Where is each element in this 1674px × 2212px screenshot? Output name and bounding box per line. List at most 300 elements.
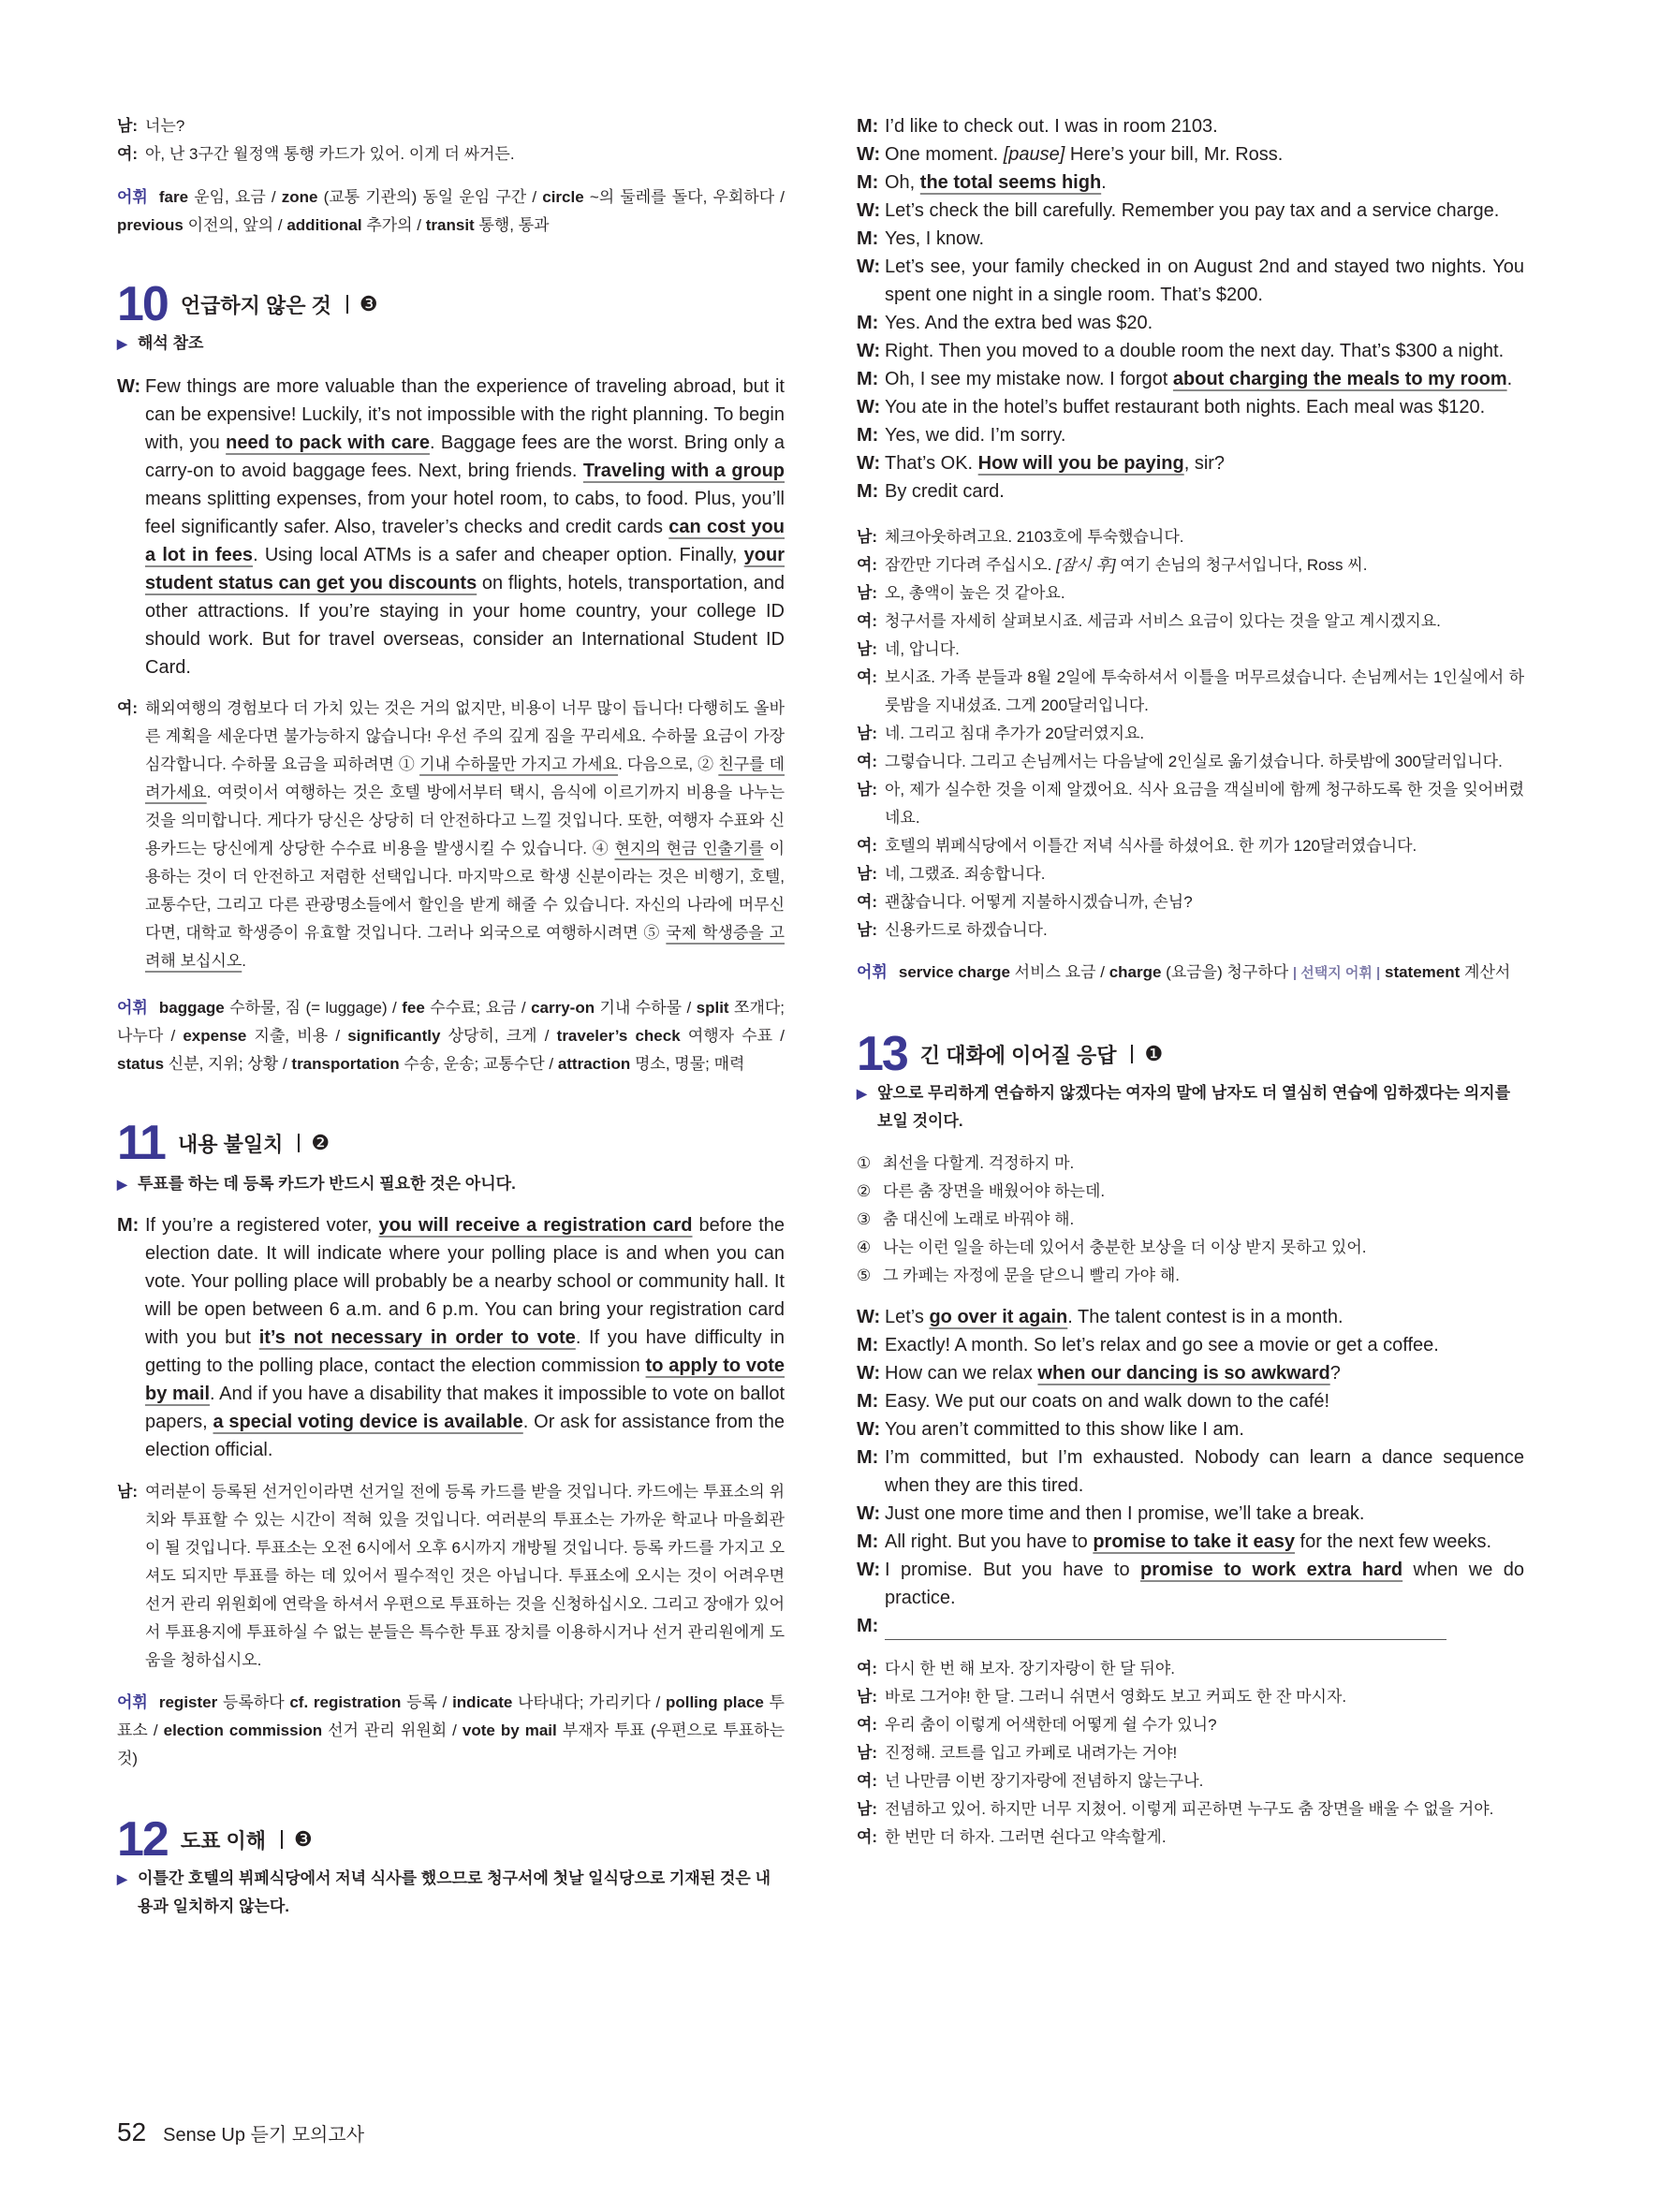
dialogue-line [857, 551, 1524, 579]
speaker-label: M: [117, 1215, 140, 1236]
dialogue-line [857, 337, 1524, 365]
text-run: You aren’t committed to this show like I am. [885, 1419, 1244, 1440]
left-column [117, 112, 785, 1921]
text-run: [잠시 후] [1056, 556, 1116, 574]
triangle-bullet-icon [117, 1865, 138, 1921]
speaker-label: ② [857, 1182, 872, 1200]
line-text [145, 112, 785, 140]
text-run: Here’s your bill, Mr. Ross. [1065, 144, 1284, 165]
dialogue-line [117, 1478, 785, 1675]
divider [346, 295, 348, 314]
speaker-label: ① [857, 1154, 872, 1172]
dialogue-line [117, 373, 785, 681]
text-run: 신분, 지위; 상황 / [164, 1055, 292, 1073]
text-run: indicate [452, 1693, 513, 1711]
speaker-label: W: [857, 1307, 881, 1327]
line-text [885, 1711, 1524, 1739]
text-run: 등록하다 [217, 1693, 290, 1711]
text-run: (교통 기관의) 동일 운임 구간 / [317, 188, 543, 206]
dialogue-line [857, 477, 1524, 505]
text-run: Oh, I see my mistake now. I forgot [885, 369, 1173, 389]
line-text [885, 664, 1524, 720]
dialogue-line [857, 1415, 1524, 1443]
answer-explanation [117, 1170, 785, 1198]
text-run: attraction [557, 1055, 631, 1073]
text-run: can cost you a lot in fees [145, 517, 785, 565]
line-text [885, 253, 1524, 309]
vocab-label: 어휘 [857, 963, 888, 981]
dialogue-line [857, 1824, 1524, 1852]
text-run: 전념하고 있어. 하지만 너무 지쳤어. 이렇게 피곤하면 누구도 춤 장면을 배울 수 없을 거야. [885, 1800, 1494, 1818]
text-run: 보시죠. 가족 분들과 8월 2일에 투숙하셔서 이틀을 머무르셨습니다. 손님께서는 1인실에서 하룻밤을 지내셨죠. 그게 200달러입니다. [885, 668, 1524, 714]
speaker-label: W: [857, 1363, 881, 1384]
dialogue-line [857, 1178, 1524, 1206]
speaker-label: W: [857, 256, 881, 277]
text-run: Let’s see, your family checked in on August 2nd and stayed two nights. You spent one night in a single room. That’s $200. [885, 256, 1524, 305]
dialogue-line [857, 860, 1524, 888]
line-text [885, 1528, 1524, 1556]
line-text [885, 168, 1524, 197]
text-run: 다른 춤 장면을 배웠어야 하는데. [883, 1182, 1106, 1200]
speaker-label: W: [857, 1419, 881, 1440]
dialogue-line [857, 449, 1524, 477]
text-run: Just one more time and then I promise, we’ll take a break. [885, 1503, 1365, 1524]
dialogue-line [857, 1359, 1524, 1387]
text-run: need to pack with care [226, 432, 430, 453]
dialogue-line [857, 720, 1524, 748]
speaker-label: W: [857, 397, 881, 417]
line-text [885, 112, 1524, 140]
text-run: 해석 참조 [138, 334, 204, 352]
text-run: fee [402, 999, 425, 1017]
line-text [885, 888, 1524, 916]
line-text [885, 1387, 1524, 1415]
line-text [885, 916, 1524, 945]
text-run: 이용하는 것이 더 안전하고 저렴한 선택입니다. 마지막으로 학생 신분이라는 것은 비행기, 호텔, 교통수단, 그리고 다른 관광명소들에서 할인을 받게 해줄 수 있습니다. 자신의 나라에 머무신다면, 대학교 학생증이 유효할 것입니다. 그러나 외국으로 여행하시려면 ⑤ [145, 840, 786, 942]
dialogue-line [857, 664, 1524, 720]
speaker-label: W: [857, 1503, 881, 1524]
speaker-label: 남: [857, 921, 878, 939]
vocab-label: 어휘 [117, 1693, 148, 1711]
line-text [883, 1150, 1524, 1178]
text-run: 해외여행의 경험보다 더 가치 있는 것은 거의 없지만, 비용이 너무 많이 듭니다! 다행히도 올바른 계획을 세운다면 불가능하지 않습니다! 우선 주의 깊게 짐을 꾸리세요. 수하물 요금이 가장 심각합니다. 수하물 요금을 피하려면 ① [145, 699, 785, 773]
right-column [857, 112, 1524, 1852]
vocab-label: 어휘 [117, 999, 148, 1017]
explanation-text [138, 1865, 785, 1921]
text-run: significantly [347, 1027, 441, 1045]
dialogue-line [857, 1262, 1524, 1290]
dialogue-line [857, 309, 1524, 337]
text-run: circle [542, 188, 584, 206]
text-run: . Using local ATMs is a safer and cheaper option. Finally, [253, 545, 744, 565]
text-run: I’d like to check out. I was in room 2103. [885, 116, 1218, 137]
text-run: polling place [665, 1693, 764, 1711]
speaker-label: 남: [857, 640, 878, 658]
dialogue-line [857, 1739, 1524, 1767]
text-run: 기내 수하물만 가지고 가세요 [419, 755, 619, 773]
line-text [885, 1331, 1524, 1359]
line-text [885, 832, 1524, 860]
speaker-label: 남: [857, 1744, 878, 1762]
text-run: 명소, 명물; 매력 [630, 1055, 745, 1073]
section-13-header [857, 1027, 1524, 1081]
text-run: vote by mail [462, 1721, 557, 1739]
text-run: 너는? [145, 117, 185, 135]
explanation-text [138, 330, 785, 358]
line-text [885, 1415, 1524, 1443]
text-run: Oh, [885, 172, 920, 193]
text-run: 여기 손님의 청구서입니다, Ross 씨. [1115, 556, 1368, 574]
line-text [885, 1359, 1524, 1387]
text-run: 네, 그랬죠. 죄송합니다. [885, 865, 1046, 883]
text-run: baggage [158, 999, 225, 1017]
text-run: 운임, 요금 / [188, 188, 282, 206]
vocabulary-list [117, 183, 785, 240]
divider [281, 1830, 283, 1849]
dialogue-line [857, 1767, 1524, 1795]
text-run: | 선택지 어휘 | [1292, 965, 1381, 981]
text-run: 투표소 / [117, 1693, 785, 1739]
text-run: 수송, 운송; 교통수단 / [399, 1055, 558, 1073]
dialogue-line [857, 916, 1524, 945]
text-run: to apply to vote by mail [145, 1355, 785, 1404]
text-run: 바로 그거야! 한 달. 그러니 쉬면서 영화도 보고 커피도 한 잔 마시자. [885, 1688, 1347, 1706]
dialogue-line [857, 253, 1524, 309]
section-10-header [117, 277, 785, 331]
text-run: One moment. [885, 144, 1004, 165]
speaker-label: 여: [857, 612, 878, 630]
text-run: . Or ask for assistance from the election official. [145, 1412, 786, 1460]
text-run: Let’s check the bill carefully. Remember you pay tax and a service charge. [885, 200, 1500, 221]
dialogue-line [857, 1303, 1524, 1331]
dialogue-line [857, 1556, 1524, 1612]
text-run: 선거 관리 위원회 / [322, 1721, 463, 1739]
speaker-label: 남: [857, 1688, 878, 1706]
line-text [883, 1206, 1524, 1234]
line-text [885, 393, 1524, 421]
text-run: . [1101, 172, 1107, 193]
speaker-label: 여: [857, 1772, 878, 1790]
text-run: it’s not necessary in order to vote [258, 1327, 576, 1348]
line-text [885, 1739, 1524, 1767]
line-text [885, 225, 1524, 253]
speaker-label: W: [857, 1560, 881, 1580]
dialogue-line [857, 421, 1524, 449]
dialogue-line [857, 1612, 1524, 1640]
speaker-label: 여: [857, 668, 878, 686]
dialogue-line [857, 1150, 1524, 1178]
dialogue-line [857, 393, 1524, 421]
line-text [885, 1824, 1524, 1852]
page-footer [117, 2117, 364, 2147]
text-run: 괜찮습니다. 어떻게 지불하시겠습니까, 손님? [885, 893, 1193, 911]
dialogue-line [857, 1206, 1524, 1234]
text-run: I promise. But you have to [885, 1560, 1140, 1580]
text-run: 청구서를 자세히 살펴보시죠. 세금과 서비스 요금이 있다는 것을 알고 계시겠지요. [885, 612, 1441, 630]
dialogue-line [857, 168, 1524, 197]
vocabulary-list [857, 959, 1524, 988]
speaker-label: M: [857, 1531, 879, 1552]
dialogue-line [857, 1331, 1524, 1359]
line-text [885, 720, 1524, 748]
speaker-label: M: [857, 1391, 879, 1412]
text-run: 나타내다; 가리키다 / [512, 1693, 666, 1711]
speaker-label: 남: [117, 117, 139, 135]
explanation-text [877, 1079, 1524, 1135]
dialogue-line [857, 1500, 1524, 1528]
dialogue-line [857, 832, 1524, 860]
text-run: about charging the meals to my room [1172, 369, 1507, 389]
text-run: when our dancing is so awkward [1037, 1363, 1330, 1384]
text-run: 아, 난 3구간 월정액 통행 카드가 있어. 이게 더 싸거든. [145, 145, 515, 163]
text-run: . If you have difficulty in getting to the polling place, contact the election commission [145, 1327, 785, 1376]
line-text [145, 140, 785, 168]
dialogue-line [857, 112, 1524, 140]
dialogue-line [857, 365, 1524, 393]
dialogue-line [857, 748, 1524, 776]
dialogue-line [857, 225, 1524, 253]
section-title: 언급하지 않은 것 [180, 293, 331, 317]
text-run: expense [183, 1027, 247, 1045]
speaker-label: M: [857, 172, 879, 193]
text-run: ? [1329, 1363, 1341, 1384]
text-run: 기내 수하물 / [595, 999, 697, 1017]
line-text [885, 197, 1524, 225]
text-run: your student status can get you discounts [145, 545, 785, 593]
speaker-label: ⑤ [857, 1267, 872, 1284]
listening-script [857, 112, 1524, 505]
line-text [885, 337, 1524, 365]
line-text [885, 1612, 1524, 1640]
speaker-label: W: [857, 341, 881, 361]
answer-badge: ❶ [1144, 1042, 1164, 1065]
speaker-label: M: [857, 116, 879, 137]
dialogue-line [857, 888, 1524, 916]
section-title: 긴 대화에 이어질 응답 [919, 1043, 1117, 1067]
dialogue-line [857, 1234, 1524, 1262]
text-run: 한 번만 더 하자. 그러면 쉰다고 약속할게. [885, 1828, 1167, 1846]
dialogue-line [857, 140, 1524, 168]
section-number: 10 [117, 277, 168, 331]
speaker-label: W: [857, 200, 881, 221]
page-number: 52 [117, 2117, 147, 2146]
text-run: 계산서 [1460, 963, 1511, 981]
speaker-label: 여: [117, 145, 139, 163]
listening-script [117, 373, 785, 681]
line-text [145, 695, 785, 975]
line-text [145, 1478, 785, 1675]
text-run: Yes, we did. I’m sorry. [885, 425, 1066, 446]
dialogue-line [857, 1528, 1524, 1556]
text-run: All right. But you have to [885, 1531, 1094, 1552]
line-text [883, 1234, 1524, 1262]
text-run: . [1506, 369, 1513, 389]
text-run: status [117, 1055, 165, 1073]
line-text [885, 776, 1524, 832]
text-run: 이틀간 호텔의 뷔페식당에서 저녁 식사를 했으므로 청구서에 첫날 일식당으로 기재된 것은 내용과 일치하지 않는다. [138, 1869, 771, 1915]
answer-badge: ❸ [359, 292, 378, 315]
vocab-label: 어휘 [117, 188, 148, 206]
text-run: 최선을 다할게. 걱정하지 마. [883, 1154, 1075, 1172]
text-run: promise to work extra hard [1140, 1560, 1403, 1580]
triangle-bullet-icon [117, 330, 138, 358]
text-run: 춤 대신에 노래로 바꿔야 해. [883, 1210, 1075, 1228]
speaker-label: M: [857, 481, 879, 502]
text-run: . 다음으로, ② [618, 755, 719, 773]
speaker-label: 여: [857, 1660, 878, 1677]
text-run: 아, 제가 실수한 것을 이제 알겠어요. 식사 요금을 객실비에 함께 청구하도록 한 것을 잊어버렸네요. [885, 781, 1524, 827]
listening-script [117, 1211, 785, 1464]
text-run: 상당히, 크게 / [440, 1027, 557, 1045]
divider [1131, 1045, 1133, 1063]
speaker-label: M: [857, 425, 879, 446]
text-run: . The talent contest is in a month. [1067, 1307, 1344, 1327]
text-run: 호텔의 뷔페식당에서 이틀간 저녁 식사를 하셨어요. 한 끼가 120달러였습니다. [885, 837, 1417, 855]
text-run: Traveling with a group [582, 461, 785, 481]
section-number: 12 [117, 1812, 168, 1867]
text-run: traveler’s check [556, 1027, 681, 1045]
line-text [145, 1211, 785, 1464]
listening-script [857, 1303, 1524, 1640]
line-text [885, 1500, 1524, 1528]
text-run: 진정해. 코트를 입고 카페로 내려가는 거야! [885, 1744, 1178, 1762]
speaker-label: M: [857, 369, 879, 389]
text-run: How can we relax [885, 1363, 1038, 1384]
line-text [885, 1795, 1524, 1824]
text-run: 우리 춤이 이렇게 어색한데 어떻게 쉴 수가 있니? [885, 1716, 1217, 1734]
section-number: 11 [117, 1116, 165, 1170]
text-run: . Baggage fees are the worst. Bring only a carry-on to avoid baggage fees. Next, bring friends. [145, 432, 785, 481]
line-text [885, 608, 1524, 636]
text-run: 통행, 통과 [474, 216, 550, 234]
speaker-label: 여: [117, 699, 139, 717]
text-run: 다시 한 번 해 보자. 장기자랑이 한 달 뒤야. [885, 1660, 1175, 1677]
dialogue-line [857, 579, 1524, 608]
text-run: 이전의, 앞의 / [183, 216, 287, 234]
dialogue-line [857, 1683, 1524, 1711]
line-text [885, 1556, 1524, 1612]
dialogue-line [857, 608, 1524, 636]
text-run: (요금을) 청구하다 [1161, 963, 1293, 981]
text-run: previous [117, 216, 184, 234]
text-run: carry-on [531, 999, 595, 1017]
text-run: Exactly! A month. So let’s relax and go see a movie or get a coffee. [885, 1335, 1439, 1355]
text-run: promise to take it easy [1093, 1531, 1295, 1552]
line-text [145, 373, 785, 681]
line-text [885, 1303, 1524, 1331]
triangle-bullet-icon [857, 1079, 877, 1135]
text-run: cf. [289, 1693, 309, 1711]
text-run: You ate in the hotel’s buffet restaurant both nights. Each meal was $120. [885, 397, 1486, 417]
speaker-label: 남: [117, 1483, 139, 1501]
text-run: I’m committed, but I’m exhausted. Nobody can learn a dance sequence when they are this tired. [885, 1447, 1524, 1496]
text-run: [pause] [1003, 144, 1065, 165]
text-run: election commission [163, 1721, 323, 1739]
section-11-header [117, 1116, 785, 1170]
text-run: registration [313, 1693, 402, 1711]
text-run: 등록 / [401, 1693, 453, 1711]
text-run: zone [281, 188, 318, 206]
text-run: charge [1109, 963, 1162, 981]
dialogue-line [857, 1655, 1524, 1683]
dialogue-line [117, 695, 785, 975]
text-run: If you’re a registered voter, [145, 1215, 379, 1236]
text-run: . 여럿이서 여행하는 것은 호텔 방에서부터 택시, 음식에 이르기까지 비용을 나누는 것을 의미합니다. 게다가 당신은 상당히 더 안전하다고 느낄 것입니다. 또한, 여행자 수표와 신용카드는 당신에게 상당한 수수료 비용을 발생시킬 수 있습니다. ④ [145, 784, 785, 857]
dialogue-line [857, 1443, 1524, 1500]
answer-explanation [857, 1079, 1524, 1135]
line-text [883, 1178, 1524, 1206]
text-run: 나는 이런 일을 하는데 있어서 충분한 보상을 더 이상 받지 못하고 있어. [883, 1238, 1367, 1256]
speaker-label: 남: [857, 725, 878, 742]
speaker-label: ③ [857, 1210, 872, 1228]
text-run: 네, 압니다. [885, 640, 960, 658]
line-text [885, 748, 1524, 776]
line-text [885, 449, 1524, 477]
section-number: 13 [857, 1027, 907, 1081]
text-run: before the election date. It will indicate where your polling place is and when you can vote. Your polling place will probably be a nearby school or community hall. It will be open between 6 a.m. and 6 p.m. You can bring your registration card with you but [145, 1215, 786, 1348]
text-run: 지출, 비용 / [246, 1027, 348, 1045]
dialogue-line [857, 1387, 1524, 1415]
text-run: go over it again [929, 1307, 1068, 1327]
text-run: 부재자 투표 (우편으로 투표하는 것) [117, 1721, 785, 1767]
script-translation [117, 1478, 785, 1675]
text-run: 오, 총액이 높은 것 같아요. [885, 584, 1065, 602]
section-title: 도표 이해 [180, 1828, 266, 1853]
speaker-label: 남: [857, 865, 878, 883]
text-run: transportation [291, 1055, 400, 1073]
text-run: service charge [898, 963, 1010, 981]
text-run: 그 카페는 자정에 문을 닫으니 빨리 가야 해. [883, 1267, 1180, 1284]
text-run: Yes, I know. [885, 228, 984, 249]
text-run: Let’s [885, 1307, 930, 1327]
text-run: 네. 그리고 침대 추가가 20달러였지요. [885, 725, 1145, 742]
line-text [885, 365, 1524, 393]
text-run: 여행자 수표 / [680, 1027, 786, 1045]
text-run: . And if you have a disability that makes it impossible to vote on ballot papers, [145, 1384, 786, 1432]
line-text [885, 860, 1524, 888]
text-run: 수수료; 요금 / [424, 999, 532, 1017]
text-run: Easy. We put our coats on and walk down to the café! [885, 1391, 1330, 1412]
speaker-label: W: [857, 144, 881, 165]
text-run: 서비스 요금 / [1009, 963, 1109, 981]
script-translation [857, 523, 1524, 945]
text-run: 쪼개다; 나누다 / [117, 999, 786, 1045]
vocabulary-list [117, 994, 785, 1078]
text-run: register [158, 1693, 218, 1711]
speaker-label: M: [857, 228, 879, 249]
dialogue-line [857, 1711, 1524, 1739]
line-text [885, 1655, 1524, 1683]
line-text [885, 579, 1524, 608]
text-run: 잠깐만 기다려 주십시오. [885, 556, 1057, 574]
line-text [885, 140, 1524, 168]
text-run: 넌 나만큼 이번 장기자랑에 전념하지 않는구나. [885, 1772, 1204, 1790]
text-run: Right. Then you moved to a double room the next day. That’s $300 a night. [885, 341, 1505, 361]
book-title: Sense Up 듣기 모의고사 [163, 2125, 365, 2146]
line-text [885, 309, 1524, 337]
speaker-label: ④ [857, 1238, 872, 1256]
dialogue-line [117, 1211, 785, 1464]
dialogue-line [857, 523, 1524, 551]
text-run: 앞으로 무리하게 연습하지 않겠다는 여자의 말에 남자도 더 열심히 연습에 임하겠다는 의지를 보일 것이다. [877, 1084, 1510, 1130]
speaker-label: M: [857, 313, 879, 333]
text-run: 투표를 하는 데 등록 카드가 반드시 필요한 것은 아니다. [138, 1175, 516, 1193]
dialogue-line [857, 776, 1524, 832]
speaker-label: 여: [857, 893, 878, 911]
text-run: 그렇습니다. 그리고 손님께서는 다음날에 2인실로 옮기셨습니다. 하룻밤에 300달러입니다. [885, 753, 1503, 770]
text-run: for the next few weeks. [1295, 1531, 1492, 1552]
divider [298, 1134, 300, 1152]
